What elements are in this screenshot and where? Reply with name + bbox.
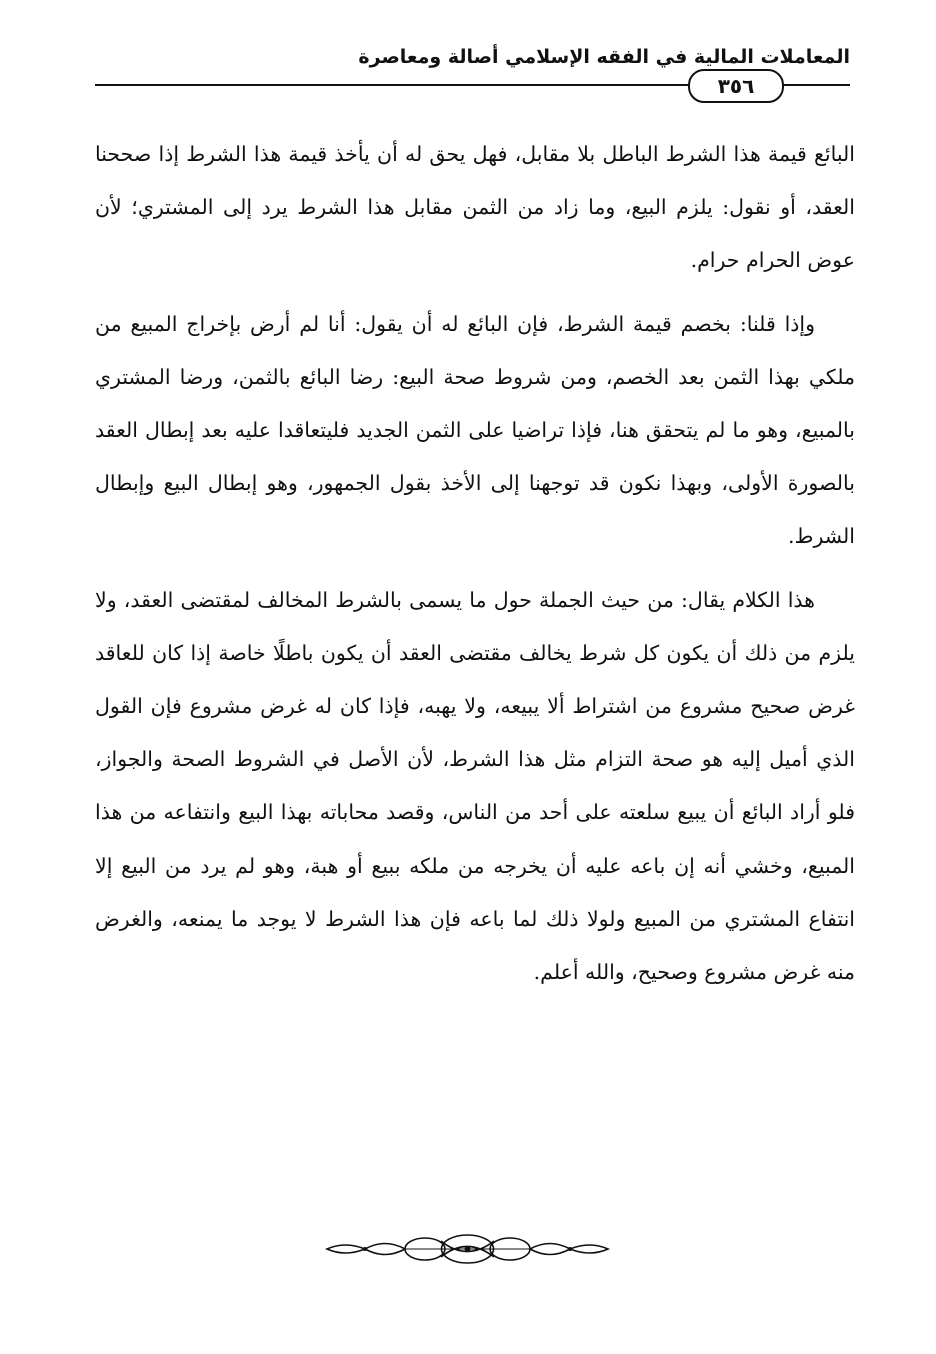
page-number: ٣٥٦ — [688, 69, 784, 103]
body-text — [95, 128, 855, 999]
paragraph-2: وإذا قلنا: بخصم قيمة الشرط، فإن البائع له أن يقول: أنا لم أرض بإخراج المبيع من ملكي بهذا الثمن بعد الخصم، ومن شروط صحة البيع: رضا البائع بالثمن، ورضا المشتري بالمبيع، وهو ما لم يتحقق هنا، فإذا تراضيا على الثمن الجديد فليتعاقدا عليه بعد إبطال العقد بالصورة الأولى، وبهذا نكون قد توجهنا إلى الأخذ بقول الجمهور، وهو إبطال البيع وإبطال الشرط. — [95, 311, 855, 549]
paragraph-3: هذا الكلام يقال: من حيث الجملة حول ما يسمى بالشرط المخالف لمقتضى العقد، ولا يلزم من ذلك أن يكون كل شرط يخالف مقتضى العقد أن يكون باطلًا خاصة إذا كان للعاقد غرض صحيح مشروع من اشتراط ألا يبيعه، ولا يهبه، فإذا كان له غرض مشروع فإن القول الذي أميل إليه هو صحة التزام مثل هذا الشرط، لأن الأصل في الشروط الصحة والجواز، فلو أراد البائع أن يبيع سلعته على أحد من الناس، وقصد محاباته بهذا البيع وانتفاعه من هذا المبيع، وخشي أنه إن باعه عليه أن يخرجه من ملكه ببيع أو هبة، وهو لم يرد من البيع إلا انتفاع المشتري من المبيع ولولا ذلك لما باعه فإن هذا الشرط لا يوجد ما يمنعه، والغرض منه غرض مشروع وصحيح، والله أعلم. — [95, 587, 855, 985]
paragraph-1: البائع قيمة هذا الشرط الباطل بلا مقابل، فهل يحق له أن يأخذ قيمة هذا الشرط إذا صححنا العقد، أو نقول: يلزم البيع، وما زاد من الثمن مقابل هذا الشرط يرد إلى المشتري؛ لأن عوض الحرام حرام. — [95, 142, 855, 273]
decorative-divider-ornament-icon — [325, 1232, 610, 1266]
running-header-title: المعاملات المالية في الفقه الإسلامي أصالة ومعاصرة — [358, 46, 850, 68]
